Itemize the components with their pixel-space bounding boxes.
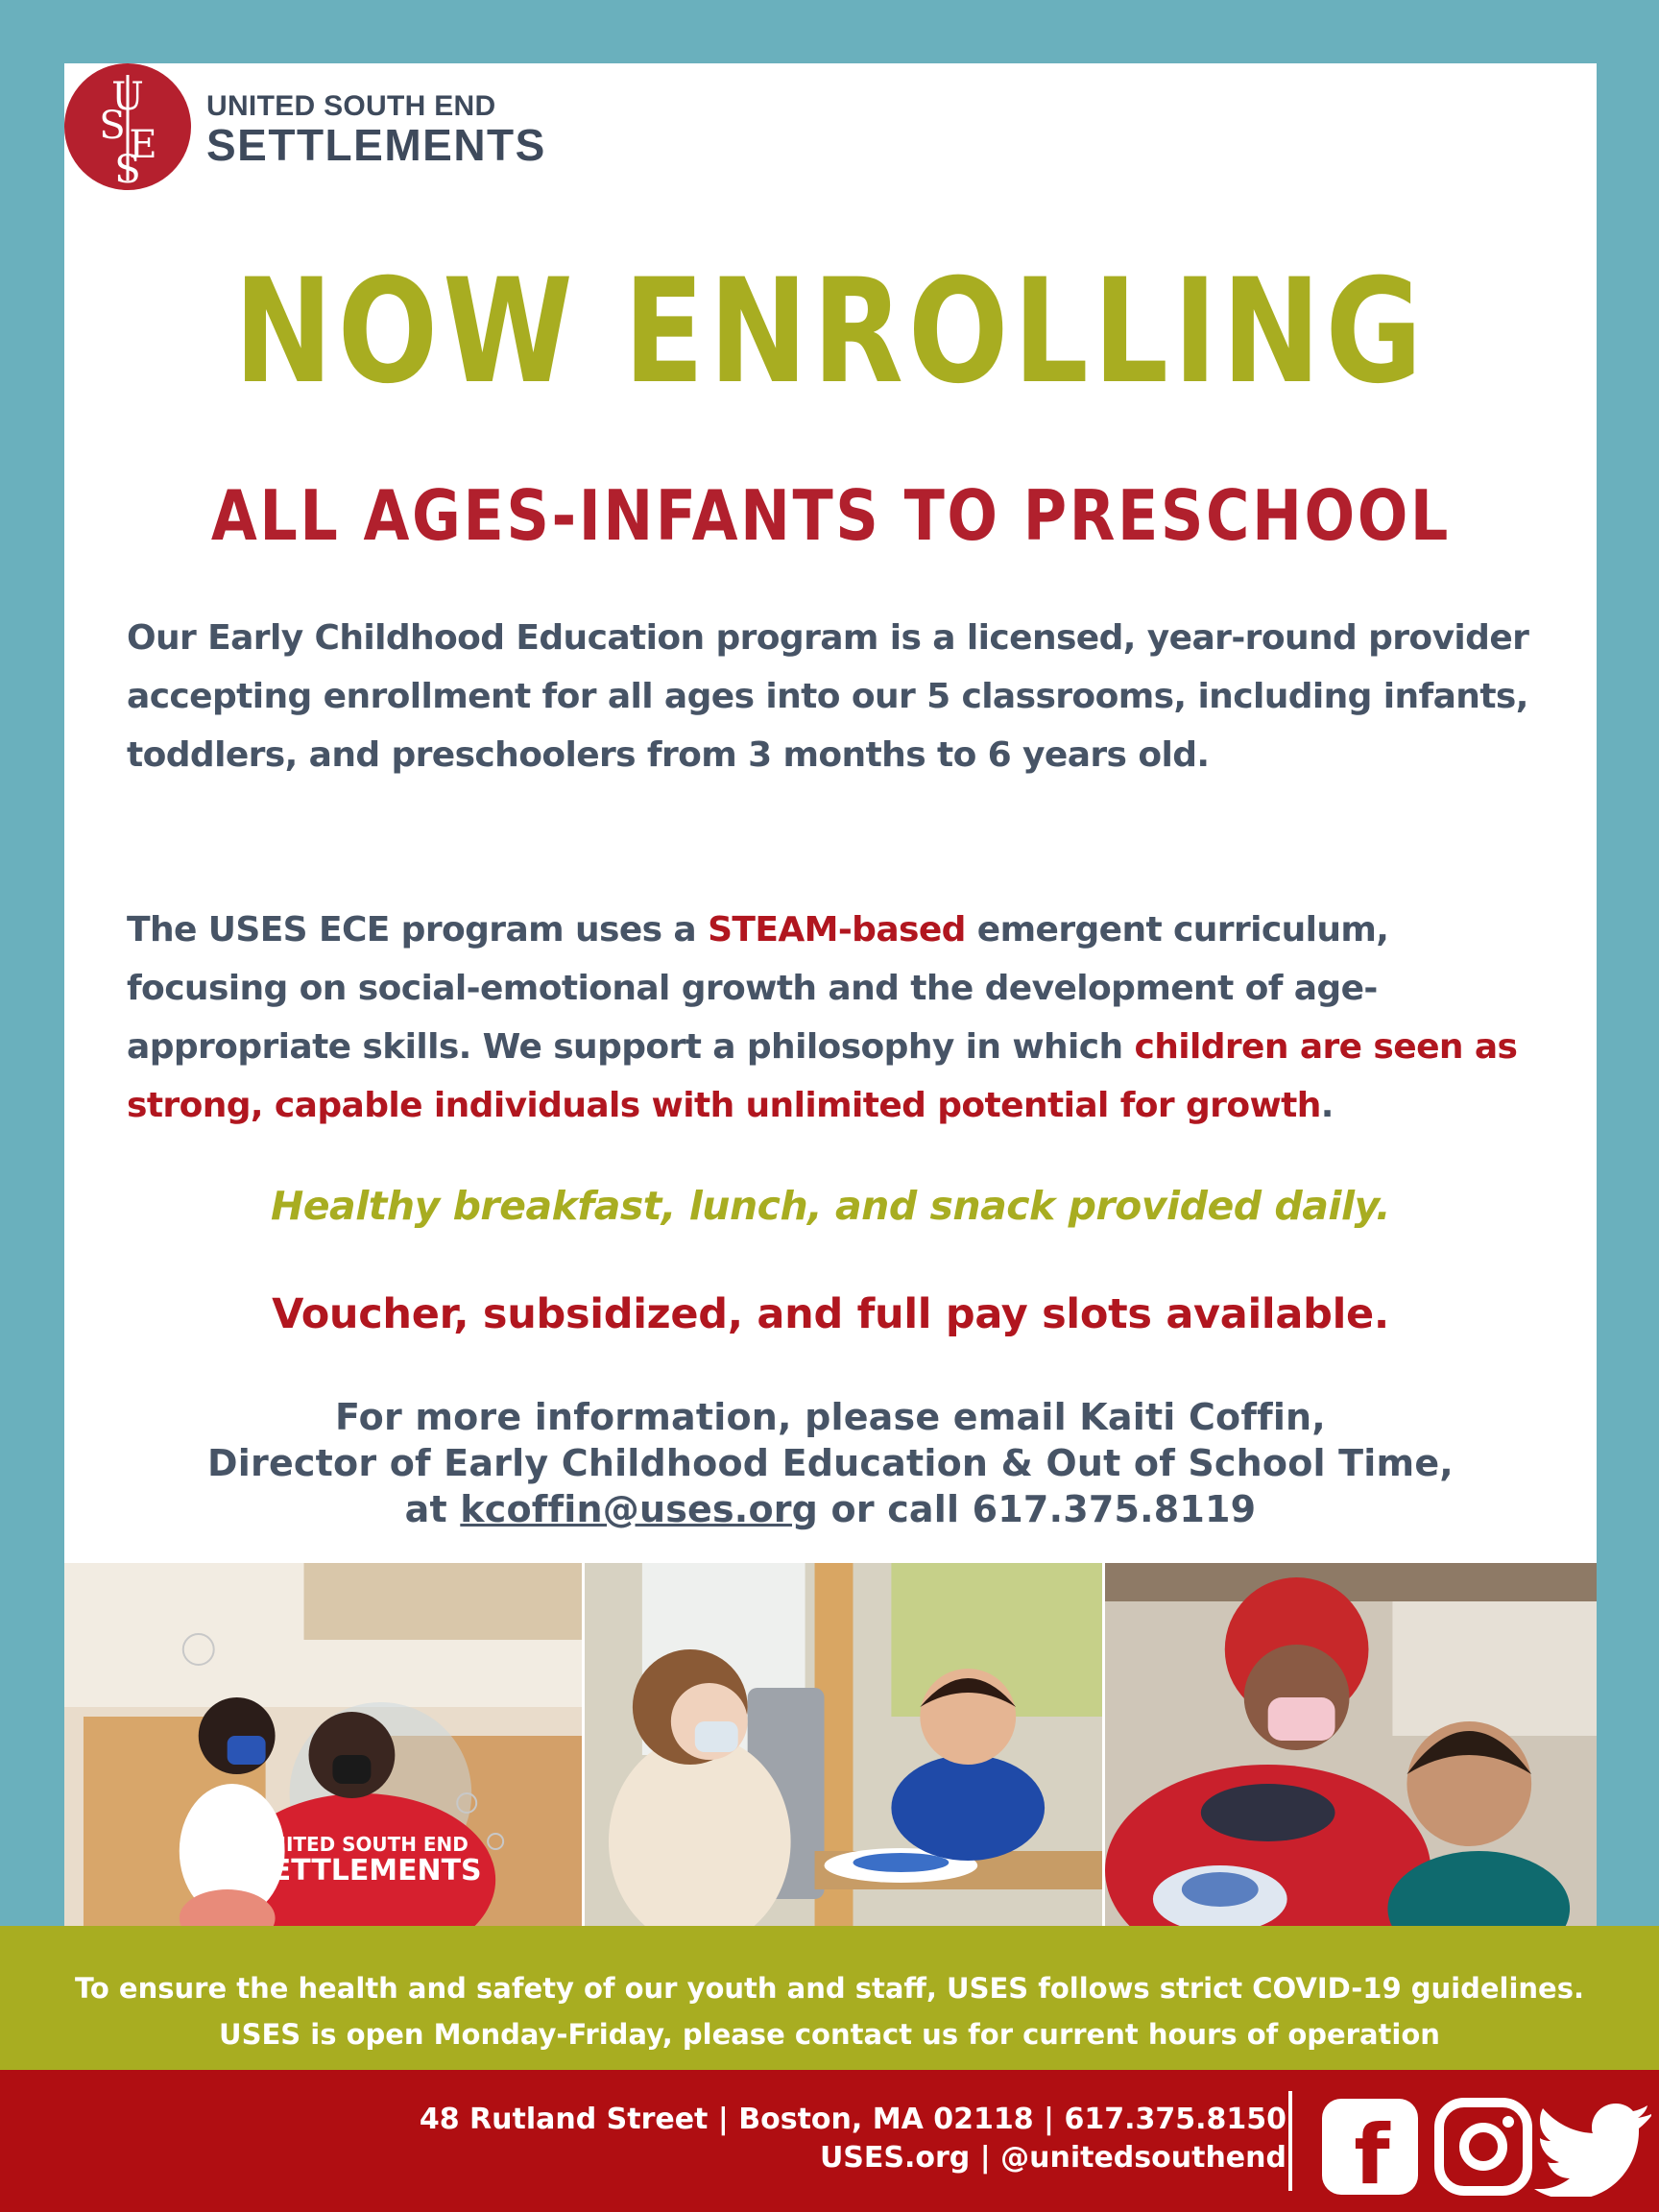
svg-text:E: E <box>129 123 157 167</box>
svg-text:U: U <box>111 75 144 119</box>
photo-strip <box>64 1563 1597 1926</box>
twitter-icon[interactable] <box>1532 2097 1655 2197</box>
slots-note: Voucher, subsidized, and full pay slots available. <box>272 1290 1389 1338</box>
hours-text: USES is open Monday-Friday, please contact us for current hours of operation <box>219 2018 1440 2051</box>
philosophy-highlight: children are seen as strong, capable individuals with unlimited potential for growth <box>127 1027 1518 1125</box>
contact-phone: or call 617.375.8119 <box>818 1488 1257 1530</box>
program-description: Our Early Childhood Education program is a licensed, year-round provider accepting enrollment for all ages into our 5 classrooms, including infants, toddlers, and preschoolers from 3 months to 6 years old. <box>127 618 1529 775</box>
address-line: 48 Rutland Street | Boston, MA 02118 | 617.375.8150 <box>419 2103 1286 2136</box>
logo-text-line1: UNITED SOUTH END <box>206 90 496 122</box>
uses-logo <box>64 63 564 192</box>
covid-banner <box>0 1926 1659 2070</box>
facebook-icon[interactable] <box>1320 2097 1420 2197</box>
meals-note: Healthy breakfast, lunch, and snack provided daily. <box>270 1183 1391 1229</box>
photo-teacher-child-bubbles <box>64 1563 582 1926</box>
contact-line2: Director of Early Childhood Education & Out of School Time, <box>207 1442 1454 1484</box>
svg-text:f: f <box>1354 2107 1390 2197</box>
footer <box>0 2070 1659 2212</box>
shirt-text-line2: SETTLEMENTS <box>251 1853 482 1888</box>
curriculum-description <box>127 901 1538 1135</box>
uses-seal-logo <box>64 63 191 190</box>
contact-line3 <box>64 1486 1597 1532</box>
subheadline: ALL AGES-INFANTS TO PRESCHOOL <box>210 475 1451 556</box>
footer-divider <box>1288 2091 1292 2191</box>
shirt-text-line1: UNITED SOUTH END <box>254 1832 469 1857</box>
logo-text-line2: SETTLEMENTS <box>206 120 546 170</box>
curriculum-text-1: The USES ECE program uses a <box>127 910 709 950</box>
contact-info <box>64 1394 1597 1532</box>
svg-text:S: S <box>99 104 126 148</box>
curriculum-text-3: . <box>1320 1086 1334 1125</box>
photo-painting-activity <box>1102 1563 1597 1926</box>
instagram-icon[interactable] <box>1433 2097 1533 2197</box>
contact-line1: For more information, please email Kaiti Coffin, <box>335 1396 1326 1438</box>
curriculum-text-2: emergent curriculum, focusing on social-emotional growth and the development of age-appropriate skills. We support a philosophy in which <box>127 910 1389 1067</box>
photo-teacher-infant <box>582 1563 1102 1926</box>
email-link[interactable]: kcoffin@uses.org <box>460 1488 819 1530</box>
headline: NOW ENROLLING <box>233 249 1428 416</box>
svg-text:S: S <box>114 148 141 190</box>
contact-prefix: at <box>404 1488 461 1530</box>
steam-highlight: STEAM-based <box>708 910 966 950</box>
covid-guidelines-text: To ensure the health and safety of our youth and staff, USES follows strict COVID-19 guidelines. <box>74 1972 1584 2005</box>
web-social-line: USES.org | @unitedsouthend <box>819 2141 1286 2175</box>
